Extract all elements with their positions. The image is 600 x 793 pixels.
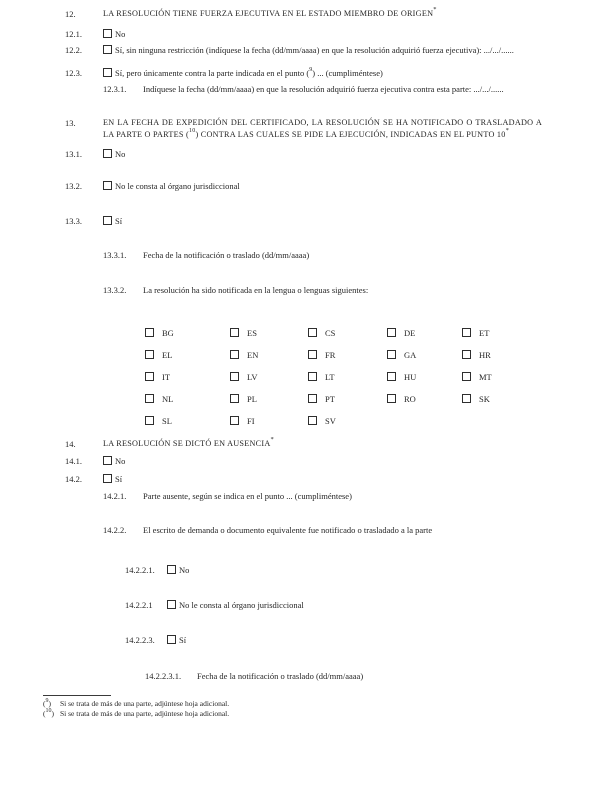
- language-label: PL: [247, 394, 257, 404]
- option-14-1-label: No: [115, 456, 126, 466]
- footnote-10: [43, 709, 542, 719]
- row-13-3-1: [103, 249, 542, 262]
- item-number: 13.2.: [65, 181, 82, 191]
- footnote-9-ref-number: 9: [45, 697, 49, 704]
- item-number: 13.3.1.: [103, 250, 127, 260]
- option-12-2: [103, 44, 542, 57]
- language-option-pl: [230, 393, 308, 406]
- language-label: RO: [404, 394, 416, 404]
- language-option-bg: [145, 327, 230, 340]
- item-number: 14.: [65, 438, 76, 449]
- item-number: 14.2.1.: [103, 491, 127, 501]
- option-13-3: [103, 215, 542, 228]
- language-option-cs: [308, 327, 387, 340]
- language-option-ro: [387, 393, 462, 406]
- language-option-en: [230, 349, 308, 362]
- language-option-it: [145, 371, 230, 384]
- checkbox-13-3[interactable]: [103, 216, 112, 225]
- option-12-3-label-post: ) ... (cumpliméntese): [312, 67, 383, 78]
- footnote-asterisk: *: [270, 435, 274, 443]
- option-14-2-2-1: [167, 564, 542, 577]
- row-12-3: [65, 67, 542, 80]
- checkbox-lang-mt[interactable]: [462, 372, 471, 381]
- option-14-2-2-2-label: No le consta al órgano jurisdiccional: [179, 599, 304, 610]
- checkbox-lang-it[interactable]: [145, 372, 154, 381]
- item-number: 13.1.: [65, 148, 82, 159]
- checkbox-lang-pt[interactable]: [308, 394, 317, 403]
- checkbox-14-2-2-2[interactable]: [167, 600, 176, 609]
- checkbox-lang-es[interactable]: [230, 328, 239, 337]
- language-option-hu: [387, 371, 462, 384]
- row-12-3-1: [103, 83, 542, 96]
- checkbox-14-2[interactable]: [103, 474, 112, 483]
- option-14-2-2-3-label: Sí: [179, 635, 187, 645]
- row-13-2: [65, 180, 542, 193]
- section-12-title-text: LA RESOLUCIÓN TIENE FUERZA EJECUTIVA EN EL ESTADO MIEMBRO DE ORIGEN: [103, 9, 434, 18]
- option-14-2-2-1-label: No: [179, 565, 190, 575]
- item-number: 13.: [65, 117, 76, 128]
- language-option-el: [145, 349, 230, 362]
- language-option-nl: [145, 393, 230, 406]
- footnote-9: [43, 699, 542, 709]
- option-13-1-label: No: [115, 148, 126, 159]
- option-12-1-label: No: [115, 28, 126, 39]
- footnote-10-text: Si se trata de más de una parte, adjúntese hoja adicional.: [60, 709, 230, 718]
- footnote-9-text: Si se trata de más de una parte, adjúntese hoja adicional.: [60, 699, 230, 708]
- section-14-title: [103, 435, 542, 451]
- checkbox-lang-hr[interactable]: [462, 350, 471, 359]
- language-checkbox-grid: [145, 327, 542, 428]
- checkbox-lang-ga[interactable]: [387, 350, 396, 359]
- language-label: ET: [479, 328, 490, 338]
- section-14-heading: [65, 435, 542, 451]
- row-13-3-2: [103, 284, 542, 297]
- language-label: PT: [325, 394, 335, 404]
- option-13-2-label: No le consta al órgano jurisdiccional: [115, 181, 240, 191]
- language-option-sl: [145, 415, 230, 428]
- language-label: DE: [404, 328, 416, 338]
- language-label: SK: [479, 394, 490, 404]
- row-14-2: [65, 473, 542, 486]
- language-option-pt: [308, 393, 387, 406]
- item-number: 14.2.: [65, 473, 82, 484]
- footnote-ref-9: 9: [309, 66, 313, 73]
- row-13-1: [65, 148, 542, 161]
- language-option-lv: [230, 371, 308, 384]
- item-number: 12.3.: [65, 67, 82, 78]
- option-13-1: [103, 148, 542, 161]
- row-13-3: [65, 215, 542, 228]
- item-number: 12.3.1.: [103, 84, 127, 94]
- footnote-asterisk: *: [433, 6, 437, 14]
- language-label: LT: [325, 372, 335, 382]
- language-label: LV: [247, 372, 258, 382]
- option-13-3-label: Sí: [115, 215, 123, 226]
- option-14-2-2-2: [167, 599, 542, 612]
- checkbox-12-2[interactable]: [103, 45, 112, 54]
- language-label: CS: [325, 328, 336, 338]
- checkbox-12-3[interactable]: [103, 68, 112, 77]
- checkbox-lang-sv[interactable]: [308, 416, 317, 425]
- option-13-2: [103, 180, 542, 193]
- language-option-et: [462, 327, 542, 340]
- option-14-1: [103, 455, 542, 468]
- language-label: EL: [162, 350, 173, 360]
- text-14-2-1: Parte ausente, según se indica en el punto ... (cumpliméntese): [143, 491, 352, 501]
- language-label: FI: [247, 416, 255, 426]
- item-number: 14.1.: [65, 456, 82, 466]
- item-number: 14.2.2.1: [125, 599, 153, 610]
- item-number: 12.1.: [65, 28, 82, 39]
- row-14-2-1: [103, 490, 542, 503]
- section-13-title-post: ) CONTRA LAS CUALES SE PIDE LA EJECUCIÓN, INDICADAS EN EL PUNTO 10: [195, 130, 506, 139]
- item-number: 14.2.2.: [103, 524, 127, 535]
- language-label: NL: [162, 394, 174, 404]
- checkbox-lang-lt[interactable]: [308, 372, 317, 381]
- text-13-3-2: La resolución ha sido notificada en la lengua o lenguas siguientes:: [143, 284, 369, 295]
- checkbox-13-2[interactable]: [103, 181, 112, 190]
- row-12-1: [65, 28, 542, 41]
- option-12-3: [103, 67, 542, 80]
- footnote-asterisk: *: [505, 127, 509, 135]
- item-number: 14.2.2.3.1.: [145, 670, 182, 681]
- option-12-1: [103, 28, 542, 41]
- section-13-heading: [65, 117, 542, 142]
- row-14-2-2-2: [125, 599, 542, 612]
- row-12-2: [65, 44, 542, 57]
- language-option-hr: [462, 349, 542, 362]
- language-label: HU: [404, 372, 417, 382]
- footnotes: [43, 695, 542, 719]
- text-12-3-1: Indíquese la fecha (dd/mm/aaaa) en que la resolución adquirió fuerza ejecutiva contra esta parte: .../.../......: [143, 84, 504, 94]
- checkbox-lang-fr[interactable]: [308, 350, 317, 359]
- row-14-2-2-3: [125, 634, 542, 647]
- section-12-heading: [65, 8, 542, 21]
- item-number: 12.: [65, 9, 76, 19]
- checkbox-lang-nl[interactable]: [145, 394, 154, 403]
- checkbox-lang-bg[interactable]: [145, 328, 154, 337]
- checkbox-lang-ro[interactable]: [387, 394, 396, 403]
- language-option-es: [230, 327, 308, 340]
- footnote-divider: [43, 695, 111, 696]
- section-12-title: [103, 8, 542, 21]
- language-label: SV: [325, 416, 336, 426]
- language-label: MT: [479, 372, 492, 382]
- checkbox-lang-hu[interactable]: [387, 372, 396, 381]
- language-option-sv: [308, 415, 387, 428]
- row-14-2-2: [103, 524, 542, 537]
- checkbox-lang-fi[interactable]: [230, 416, 239, 425]
- checkbox-14-2-2-3[interactable]: [167, 635, 176, 644]
- item-number: 13.3.: [65, 215, 82, 226]
- language-label: SL: [162, 416, 172, 426]
- row-14-2-2-1: [125, 564, 542, 577]
- language-label: ES: [247, 328, 257, 338]
- language-label: BG: [162, 328, 174, 338]
- language-option-ga: [387, 349, 462, 362]
- section-14-title-text: LA RESOLUCIÓN SE DICTÓ EN AUSENCIA: [103, 438, 271, 448]
- language-option-fr: [308, 349, 387, 362]
- checkbox-lang-el[interactable]: [145, 350, 154, 359]
- option-14-2-2-3: [167, 634, 542, 647]
- text-14-2-2-3-1: Fecha de la notificación o traslado (dd/mm/aaaa): [197, 670, 364, 681]
- checkbox-12-1[interactable]: [103, 29, 112, 38]
- checkbox-13-1[interactable]: [103, 149, 112, 158]
- checkbox-lang-lv[interactable]: [230, 372, 239, 381]
- section-13-title-pre: EN LA FECHA DE EXPEDICIÓN DEL CERTIFICADO, LA RESOLUCIÓN SE HA NOTIFICADO O TRASLADADO A LA PARTE O PARTES (: [103, 117, 542, 139]
- text-13-3-1: Fecha de la notificación o traslado (dd/mm/aaaa): [143, 250, 310, 260]
- language-option-mt: [462, 371, 542, 384]
- item-number: 13.3.2.: [103, 284, 127, 295]
- option-12-2-label: Sí, sin ninguna restricción (indíquese la fecha (dd/mm/aaaa) en que la resolución adquirió fuerza ejecutiva): .../.../......: [115, 45, 514, 55]
- item-number: 14.2.2.3.: [125, 635, 155, 645]
- checkbox-14-2-2-1[interactable]: [167, 565, 176, 574]
- checkbox-lang-sk[interactable]: [462, 394, 471, 403]
- text-14-2-2: El escrito de demanda o documento equivalente fue notificado o trasladado a la parte: [143, 524, 433, 535]
- language-option-de: [387, 327, 462, 340]
- language-label: HR: [479, 350, 491, 360]
- checkbox-lang-pl[interactable]: [230, 394, 239, 403]
- checkbox-lang-cs[interactable]: [308, 328, 317, 337]
- item-number: 14.2.2.1.: [125, 565, 155, 575]
- language-option-lt: [308, 371, 387, 384]
- footnote-10-ref: ($^{10}$): [43, 707, 54, 718]
- row-14-2-2-3-1: [145, 670, 542, 683]
- footnote-ref-10: 10: [188, 128, 196, 135]
- footnote-9-ref: ($^9$): [43, 697, 51, 708]
- checkbox-lang-en[interactable]: [230, 350, 239, 359]
- option-12-3-label-pre: Sí, pero únicamente contra la parte indicada en el punto (: [115, 67, 310, 78]
- checkbox-14-1[interactable]: [103, 456, 112, 465]
- language-label: IT: [162, 372, 171, 382]
- checkbox-lang-sl[interactable]: [145, 416, 154, 425]
- language-option-fi: [230, 415, 308, 428]
- checkbox-lang-de[interactable]: [387, 328, 396, 337]
- item-number: 12.2.: [65, 45, 82, 55]
- option-14-2: [103, 473, 542, 486]
- section-13-title: [103, 117, 542, 142]
- checkbox-lang-et[interactable]: [462, 328, 471, 337]
- language-label: GA: [404, 350, 417, 360]
- footnote-10-ref-number: 10: [45, 707, 52, 714]
- language-option-sk: [462, 393, 542, 406]
- language-label: FR: [325, 350, 336, 360]
- row-14-1: [65, 455, 542, 468]
- language-label: EN: [247, 350, 259, 360]
- option-14-2-label: Sí: [115, 473, 123, 484]
